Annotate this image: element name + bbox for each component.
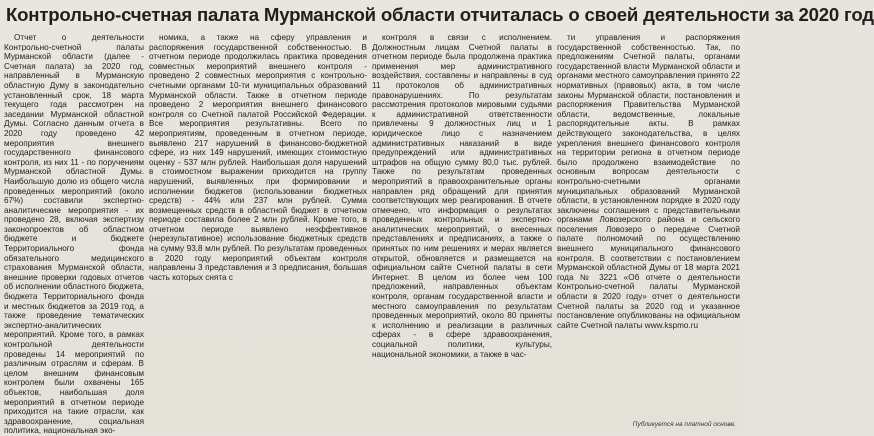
article-column-3 (372, 33, 552, 419)
column-1-text: Отчет о деятельности Контрольно-счетной палаты Мурманской области (далее - Счетная палата) за 2020 год, направленный в Мурманскую областную Думу в законодательно установленный срок, 18 марта текущего года рассмотрен на заседании Мурманской областной Думы. Согласно данным отчета в 2020 году проведено 42 мероприятия внешнего государственного финансового контроля, из них 11 - по поручениям Мурманской областной Думы. Наибольшую долю из общего числа проведенных мероприятий (около 67%) составили экспертно-аналитические мероприятия - их проведено 28, включая экспертизу законопроектов об областном бюджете и бюджете Территориального фонда обязательного медицинского страхования Мурманской области, внешние проверки годовых отчетов об исполнении областного бюджета, бюджета Территориального фонда и местных бюджетов за 2019 год, а также проведение тематических экспертно-аналитических мероприятий. Кроме того, в рамках контрольной деятельности проведены 14 мероприятий по различным отраслям и сферам. В целом внешним финансовым контролем были охвачены 165 объектов, наибольшая доля мероприятий в отчетном периоде приходится на такие отрасли, как здравоохранение, социальная политика, национальная эко- (4, 33, 144, 436)
column-2-text: номика, а также на сферу управления и распоряжения государственной собственностью. В отчетном периоде продолжилась практика проведения совместных мероприятий внешнего контроля - проведено 2 совместных мероприятия с контрольно-счетными органами 10-ти муниципальных образований Мурманской области. Также в отчетном периоде проведено 2 мероприятия внешнего финансового контроля со Счетной палатой Российской Федерации. Все мероприятия результативны. Всего по мероприятиям, проведенным в отчетном периоде, выявлено 217 нарушений в финансово-бюджетной сфере, из них 149 нарушений, имеющих стоимостную оценку - 537 млн рублей. Наибольшая доля нарушений в стоимостном выражении приходится на группу нарушений, выявленных при формировании и исполнении бюджетов (использовании бюджетных средств) - 44% или 237 млн рублей. Сумма возмещенных средств в областной бюджет в отчетном периоде составила более 2 млн рублей. Кроме того, в отчетном периоде выявлено неэффективное (нерезультативное) использование бюджетных средств на сумму 93,8 млн рублей. По результатам проведенных в 2020 году мероприятий объектам контроля направлены 3 представления и 3 предписания, большая часть которых снята с (149, 33, 367, 282)
article-headline: Контрольно-счетная палата Мурманской области отчиталась о своей деятельности за 2020 год (6, 4, 874, 25)
column-4-text: ти управления и распоряжения государственной собственностью. Так, по предложениям Счетной палаты, органами государственной власти Мурманской области и органами местного самоуправления принято 22 нормативных (правовых) акта, в том числе законы Мурманской области, постановления и распоряжения Правительства Мурманской области, ведомственные, локальные распорядительные акты. В рамках действующего законодательства, в целях укрепления внешнего финансового контроля на территории региона в отчетном периоде было продолжено взаимодействие по основным вопросам деятельности с контрольно-счетными органами муниципальных образований Мурманской области, в установленном порядке в 2020 году заключены соглашения с представительными органами Ловозерского района и сельского поселения Ловозеро о передаче Счетной палате полномочий по осуществлению внешнего муниципального финансового контроля. В соответствии с постановлением Мурманской областной Думы от 18 марта 2021 года № 3221 «Об отчете о деятельности Контрольно-счетной палаты Мурманской области в 2020 году» отчет о деятельности Счетной палаты за 2020 год и указанное постановление опубликованы на официальном сайте Счетной палаты www.kspmo.ru (557, 33, 740, 330)
column-3-text: контроля в связи с исполнением. Должностным лицам Счетной палаты в отчетном периоде была продолжена практика применения мер административного воздействия, составлены и направлены в суд 11 протоколов об административных правонарушениях. По результатам рассмотрения протоколов мировыми судьями к административной ответственности привлечены 9 должностных лиц и 1 юридическое лицо с назначением административных наказаний в виде предупреждений или административных штрафов на общую сумму 80,0 тыс. рублей. Также по результатам проведенных мероприятий в правоохранительные органы направлен ряд обращений для принятия соответствующих мер реагирования. В отчете отмечено, что информация о результатах проведенных контрольных и экспертно-аналитических мероприятий, о внесенных представлениях и предписаниях, а также о принятых по ним решениях и мерах является открытой, обновляется и размещается на официальном сайте Счетной палаты в сети Интернет. В целом из более чем 100 предложений, направленных объектам контроля, органам государственной власти и местного самоуправления по результатам проведенных мероприятий, около 80 приняты к исполнению и реализации в различных сферах - в сфере здравоохранения, социальной политики, культуры, национальной экономики, а также в час- (372, 33, 552, 359)
article-column-2 (149, 33, 367, 419)
article-column-4 (557, 33, 740, 419)
paid-publication-note: Публикуется на платной основе. (632, 421, 736, 428)
article-column-1 (4, 33, 144, 436)
